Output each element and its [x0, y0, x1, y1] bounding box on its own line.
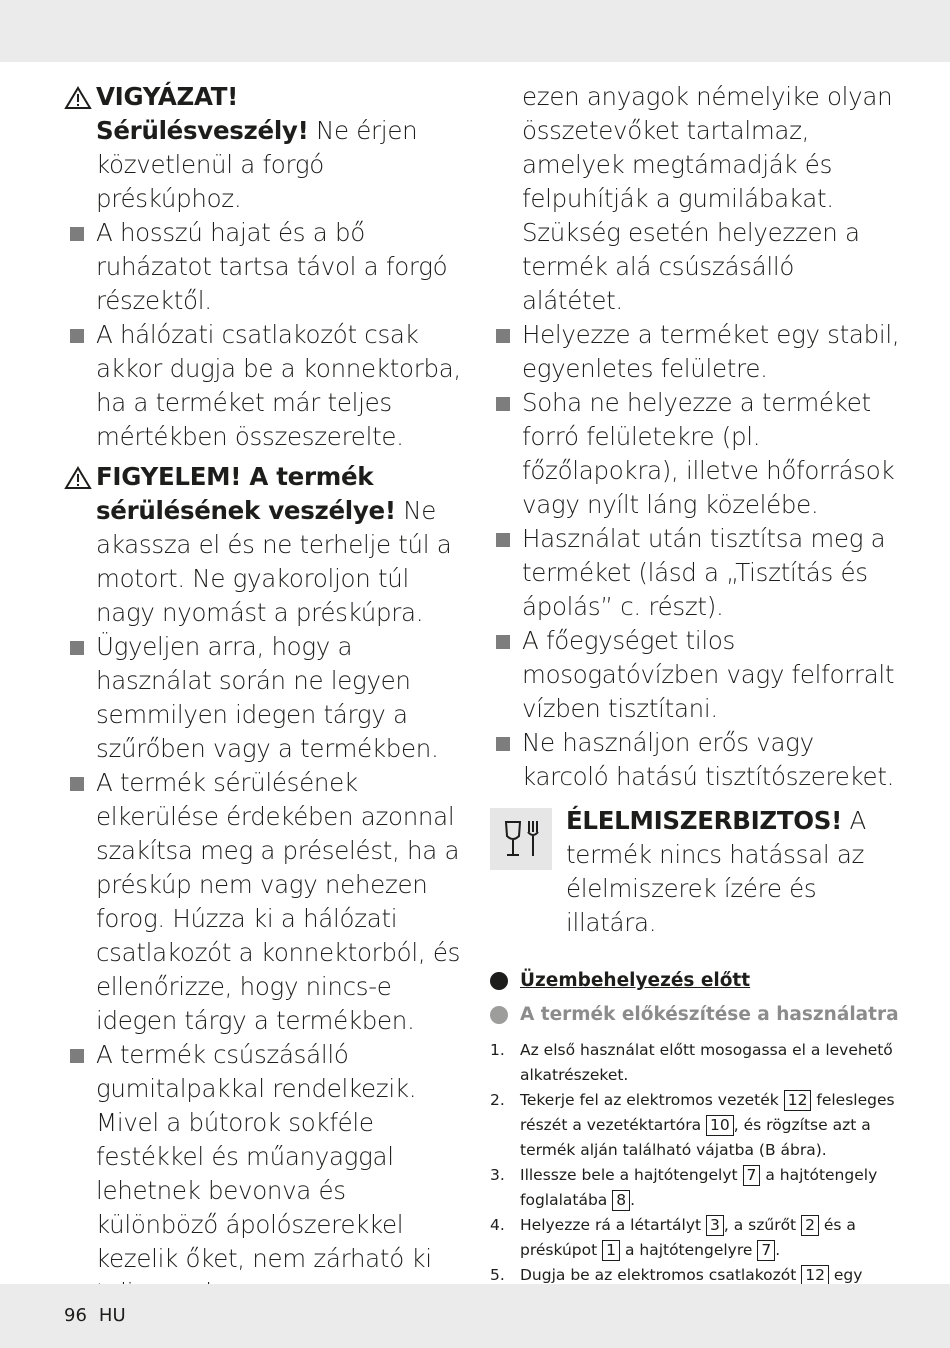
- list-item: [64, 216, 464, 318]
- food-safe-text: A termék nincs hatással az élelmiszerek ízére és illatára.: [566, 806, 866, 937]
- list-item: [64, 630, 464, 766]
- square-bullet-icon: [70, 1049, 84, 1063]
- part-ref: 7: [757, 1240, 775, 1261]
- warning-subtitle: Sérülésveszély!: [96, 116, 309, 145]
- grey-dot-icon: [490, 1006, 508, 1024]
- list-item-text: A termék sérülésének elkerülése érdekében azonnal szakítsa meg a préselést, ha a préskúp nem vagy nehezen forog. Húzza ki a hálózati csatlakozót a konnektorból, és ellenőrizze, hogy nincs-e idegen tárgy a termékben.: [96, 768, 461, 1035]
- section-heading-preparation: A termék előkészítése a használatra: [490, 1000, 900, 1030]
- part-ref: 7: [743, 1165, 761, 1186]
- part-ref: 8: [612, 1190, 630, 1211]
- list-item: [490, 624, 900, 726]
- food-safe-block: [490, 804, 900, 940]
- list-item: [490, 318, 900, 386]
- bottom-band: [0, 1284, 950, 1348]
- step-item: 2. Tekerje fel az elektromos vezeték 12 felesleges részét a vezetéktartóra 10 , és rögzítse azt a termék alján található vájatba (B ábra).: [490, 1091, 895, 1159]
- step-item: 1. Az első használat előtt mosogassa el a levehető alkatrészeket.: [490, 1041, 893, 1084]
- square-bullet-icon: [70, 329, 84, 343]
- section-heading-before-use: Üzembehelyezés előtt: [490, 966, 900, 996]
- part-ref: 12: [801, 1265, 829, 1286]
- warning-triangle-icon: [64, 86, 92, 110]
- left-column: [64, 80, 464, 1310]
- list-item-text: A hálózati csatlakozót csak akkor dugja be a konnektorba, ha a terméket már teljes mértékben összeszerelte.: [96, 320, 461, 451]
- steps-list: [490, 1038, 900, 1313]
- top-band: [0, 0, 950, 62]
- list-item: [490, 726, 900, 794]
- page-footer: [64, 1305, 138, 1326]
- list-item-text: Használat után tisztítsa meg a terméket (lásd a „Tisztítás és ápolás” c. részt).: [522, 524, 886, 621]
- list-item-text: Ne használjon erős vagy karcoló hatású tisztítószereket.: [522, 728, 895, 791]
- square-bullet-icon: [496, 397, 510, 411]
- warning-block-damage: [64, 460, 464, 630]
- list-item: [490, 522, 900, 624]
- square-bullet-icon: [496, 737, 510, 751]
- part-ref: 1: [602, 1240, 620, 1261]
- language-code: HU: [98, 1305, 126, 1326]
- list-item-text: A termék csúszásálló gumitalpakkal rendelkezik. Mivel a bútorok sokféle festékkel és műanyaggal lehetnek bevonva és különböző ápolószerekkel kezelik őket, nem zárható ki: [96, 1040, 432, 1273]
- list-item: [64, 318, 464, 454]
- warning-triangle-icon: [64, 466, 92, 490]
- square-bullet-icon: [70, 227, 84, 241]
- continued-text-body: ezen anyagok némelyike olyan összetevőket tartalmaz, amelyek megtámadják és felpuhítják a gumilábakat. Szükség esetén helyezzen a termék alá csúszásálló alátétet.: [522, 82, 893, 315]
- continued-text: [490, 80, 900, 318]
- list-item-text: A főegységet tilos mosogatóvízben vagy felforralt vízben tisztítani.: [522, 626, 895, 723]
- right-column: [490, 80, 900, 1313]
- list-item: [490, 386, 900, 522]
- glass-fork-icon: [490, 808, 552, 870]
- warning-title: FIGYELEM! A termék sérülésének veszélye!: [96, 462, 396, 525]
- warning-title: VIGYÁZAT!: [96, 82, 239, 111]
- part-ref: 12: [784, 1090, 812, 1111]
- square-bullet-icon: [70, 641, 84, 655]
- part-ref: 3: [706, 1215, 724, 1236]
- square-bullet-icon: [70, 777, 84, 791]
- step-item: 3. Illessze bele a hajtótengelyt 7 a hajtótengely foglalatába 8 .: [490, 1166, 878, 1209]
- square-bullet-icon: [496, 635, 510, 649]
- square-bullet-icon: [496, 329, 510, 343]
- step-item: 4. Helyezze rá a létartályt 3 , a szűrőt 2 és a préskúpot 1 a hajtótengelyre 7 .: [490, 1216, 856, 1259]
- warning-text: Ne érjen közvetlenül a forgó préskúphoz.: [96, 116, 418, 213]
- page-number: 96: [64, 1305, 87, 1326]
- part-ref: 2: [801, 1215, 819, 1236]
- warning-block-injury: [64, 80, 464, 216]
- food-safe-title: ÉLELMISZERBIZTOS!: [566, 806, 843, 835]
- part-ref: 10: [706, 1115, 734, 1136]
- square-bullet-icon: [496, 533, 510, 547]
- list-item: [64, 1038, 464, 1310]
- list-item: [64, 766, 464, 1038]
- list-item-text: Helyezze a terméket egy stabil, egyenletes felületre.: [522, 320, 900, 383]
- warning-text: Ne akassza el és ne terhelje túl a motort. Ne gyakoroljon túl nagy nyomást a préskúpra.: [96, 496, 452, 627]
- black-dot-icon: [490, 972, 508, 990]
- list-item-text: A hosszú hajat és a bő ruházatot tartsa távol a forgó részektől.: [96, 218, 448, 315]
- list-item-text: Soha ne helyezze a terméket forró felületekre (pl. főzőlapokra), illetve hőforrások vagy nyílt láng közelébe.: [522, 388, 895, 519]
- list-item-text: Ügyeljen arra, hogy a használat során ne legyen semmilyen idegen tárgy a szűrőben vagy a termékben.: [96, 632, 439, 763]
- step-item: 5. Dugja be az elektromos csatlakozót 12 egy: [490, 1266, 863, 1284]
